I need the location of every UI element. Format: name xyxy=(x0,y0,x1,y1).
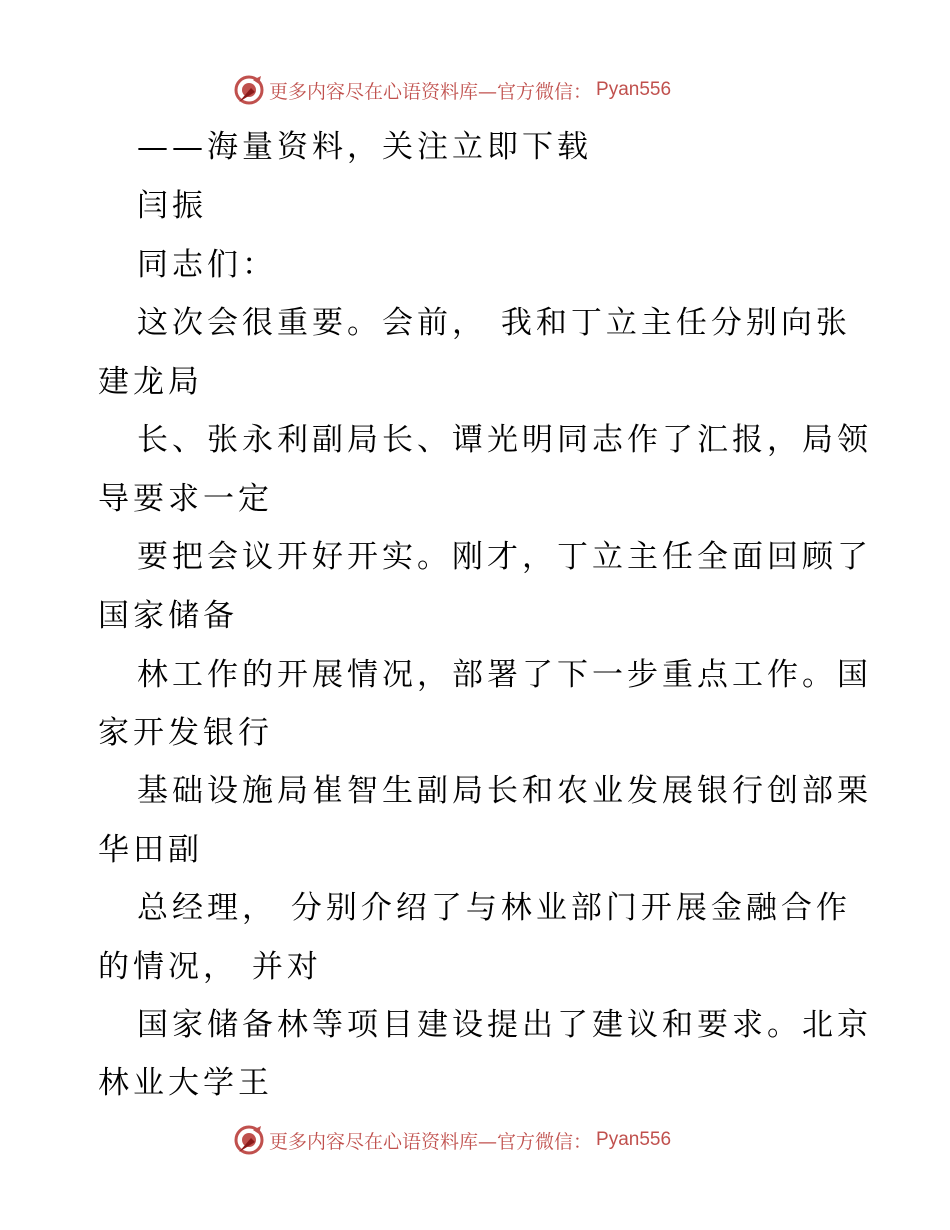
paragraph-line: 要把会议开好开实。刚才，丁立主任全面回顾了 xyxy=(137,539,872,575)
paragraph-line: 基础设施局崔智生副局长和农业发展银行创部栗 xyxy=(137,773,872,809)
paragraph-line: 国家储备林等项目建设提出了建议和要求。北京 xyxy=(137,1007,872,1043)
watermark-text: 更多内容尽在心语资料库—官方微信： xyxy=(269,1130,593,1153)
watermark-text: 更多内容尽在心语资料库—官方微信： xyxy=(269,80,593,103)
paragraph-line: 的情况， 并对 xyxy=(98,949,322,985)
paragraph-line: 家开发银行 xyxy=(98,715,273,751)
salutation-line: 同志们： xyxy=(137,247,277,283)
subtitle-line: ——海量资料，关注立即下载 xyxy=(137,129,592,165)
paragraph-line: 建龙局 xyxy=(98,364,203,400)
paragraph-line: 国家储备 xyxy=(98,598,238,634)
pen-logo-icon xyxy=(233,1124,265,1156)
watermark-handle: Pyan556 xyxy=(596,1129,672,1150)
paragraph-line: 林工作的开展情况，部署了下一步重点工作。国 xyxy=(137,657,872,693)
author-line: 闫振 xyxy=(137,188,207,224)
watermark-handle: Pyan556 xyxy=(596,79,672,100)
paragraph-line: 这次会很重要。会前， 我和丁立主任分别向张 xyxy=(137,305,851,341)
paragraph-line: 总经理， 分别介绍了与林业部门开展金融合作 xyxy=(137,890,851,926)
paragraph-line: 华田副 xyxy=(98,832,203,868)
pen-logo-icon xyxy=(233,74,265,106)
paragraph-line: 长、张永利副局长、谭光明同志作了汇报，局领 xyxy=(137,422,872,458)
footer-watermark xyxy=(233,1123,671,1157)
paragraph-line: 导要求一定 xyxy=(98,481,273,517)
paragraph-line: 林业大学王 xyxy=(98,1065,273,1101)
header-watermark xyxy=(233,73,671,107)
